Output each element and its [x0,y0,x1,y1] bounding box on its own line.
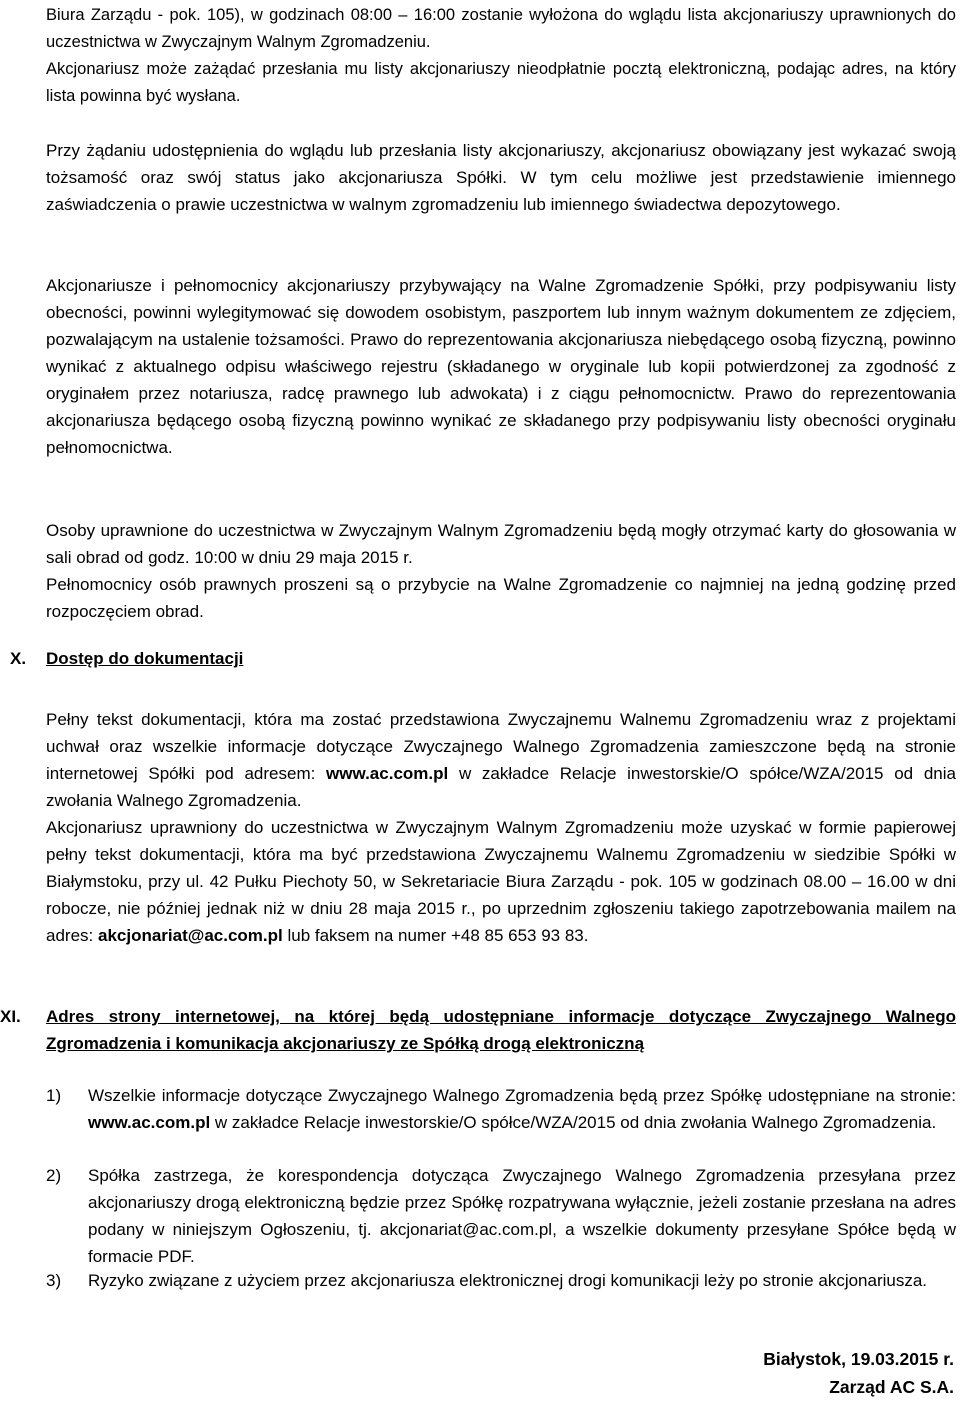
website-link[interactable]: www.ac.com.pl [88,1113,211,1132]
signature-block [554,1345,954,1401]
email-link[interactable]: akcjonariat@ac.com.pl [97,926,283,945]
section-xi-number: XI. [0,1007,21,1026]
list-item-text [88,1082,956,1136]
proxies-paragraph [46,571,956,625]
place-date: Białystok, 19.03.2015 r. [763,1349,954,1369]
representation-paragraph [46,272,956,461]
proxies-text: Pełnomocnicy osób prawnych proszeni są o przybycie na Walne Zgromadzenie co najmniej na jedną godzinę przed rozpoczęciem obrad. [46,575,956,621]
section-x-title: Dostęp do dokumentacji [46,649,244,668]
website-link[interactable]: www.ac.com.pl [326,764,449,783]
list-item-number: 3) [46,1271,62,1290]
board-signature: Zarząd AC S.A. [829,1377,954,1397]
list-item-number: 1) [46,1086,62,1105]
list-item-number: 2) [46,1166,62,1185]
lista-przeslanie-paragraph [46,56,956,110]
lista-wylozenie-text: Biura Zarządu - pok. 105), w godzinach 08:00 – 16:00 zostanie wyłożona do wglądu lista akcjonariuszy uprawnionych do uczestnictwa w Zwyczajnym Walnym Zgromadzeniu. [46,6,956,51]
identity-text: Przy żądaniu udostępnienia do wglądu lub przesłania listy akcjonariuszy, akcjonariusz obowiązany jest wykazać swoją tożsamość oraz swój status jako akcjonariusza Spółki. W tym celu możliwe jest przedstawienie imiennego zaświadczenia o prawie uczestnictwa w walnym zgromadzeniu lub imiennego świadectwa depozytowego. [46,141,956,214]
lista-wylozenie-paragraph [46,2,956,56]
voting-cards-paragraph [46,517,956,571]
list-item-text: Spółka zastrzega, że korespondencja dotycząca Zwyczajnego Walnego Zgromadzenia przesyłana przez akcjonariuszy drogą elektroniczną będzie przez Spółkę rozpatrywana wyłącznie, jeżeli zostanie przesłana na adres podany w niniejszym Ogłoszeniu, tj. akcjonariat@ac.com.pl, a wszelkie dokumenty przesyłane Spółce będą w formacie PDF. [88,1166,956,1266]
documentation-paragraph [46,706,956,814]
voting-cards-text: Osoby uprawnione do uczestnictwa w Zwyczajnym Walnym Zgromadzeniu będą mogły otrzymać karty do głosowania w sali obrad od godz. 10:00 w dniu 29 maja 2015 r. [46,521,956,567]
section-xi-title: Adres strony internetowej, na której będą udostępniane informacje dotyczące Zwyczajnego Walnego Zgromadzenia i komunikacja akcjonariuszy ze Spółką drogą elektroniczną [46,1007,956,1053]
identity-paragraph [46,137,956,218]
list-item-text-tail: w zakładce Relacje inwestorskie/O spółce/WZA/2015 od dnia zwołania Walnego Zgromadzenia. [210,1113,937,1132]
representation-text: Akcjonariusze i pełnomocnicy akcjonariuszy przybywający na Walne Zgromadzenie Spółki, przy podpisywaniu listy obecności, powinni wylegitymować się dowodem osobistym, paszportem lub innym ważnym dokumentem ze zdjęciem, pozwalającym na ustalenie tożsamości. Prawo do reprezentowania akcjonariusza niebędącego osobą fizyczną, powinno wynikać z aktualnego odpisu właściwego rejestru (składanego w oryginale lub kopii potwierdzonej za zgodność z oryginałem przez notariusza, radcę prawnego lub adwokata) i z ciągu pełnomocnictw. Prawo do reprezentowania akcjonariusza będącego osobą fizyczną powinno wynikać ze składanego przy podpisywaniu listy obecności oryginału pełnomocnictwa. [46,276,956,457]
paper-documentation-paragraph [46,814,956,949]
documentation-text-tail: w zakładce Relacje inwestorskie/O spółce/WZA/2015 od dnia zwołania Walnego Zgromadzenia. [46,764,956,810]
documentation-text: Pełny tekst dokumentacji, która ma zostać przedstawiona Zwyczajnemu Walnemu Zgromadzeniu wraz z projektami uchwał oraz wszelkie informacje dotyczące Zwyczajnego Walnego Zgromadzenia zamieszczone będą na stronie internetowej Spółki pod adresem: [46,710,956,783]
list-item-text-head: Wszelkie informacje dotyczące Zwyczajnego Walnego Zgromadzenia będą przez Spółkę udostępniane na stronie: [88,1086,956,1105]
lista-przeslanie-text: Akcjonariusz może zażądać przesłania mu listy akcjonariuszy nieodpłatnie pocztą elektroniczną, podając adres, na który lista powinna być wysłana. [46,60,956,105]
paper-documentation-text-tail: lub faksem na numer +48 85 653 93 83. [282,926,589,945]
list-item-text: Ryzyko związane z użyciem przez akcjonariusza elektronicznej drogi komunikacji leży po stronie akcjonariusza. [88,1271,928,1290]
section-x-number: X. [10,649,27,668]
paper-documentation-text: Akcjonariusz uprawniony do uczestnictwa w Zwyczajnym Walnym Zgromadzeniu może uzyskać w formie papierowej pełny tekst dokumentacji, która ma być przedstawiona Zwyczajnemu Walnemu Zgromadzeniu w siedzibie Spółki w Białymstoku, przy ul. 42 Pułku Piechoty 50, w Sekretariacie Biura Zarządu - pok. 105 w godzinach 08.00 – 16.00 w dni robocze, nie później jednak niż w dniu 28 maja 2015 r., po uprzednim zgłoszeniu takiego zapotrzebowania mailem na adres: [46,818,956,945]
